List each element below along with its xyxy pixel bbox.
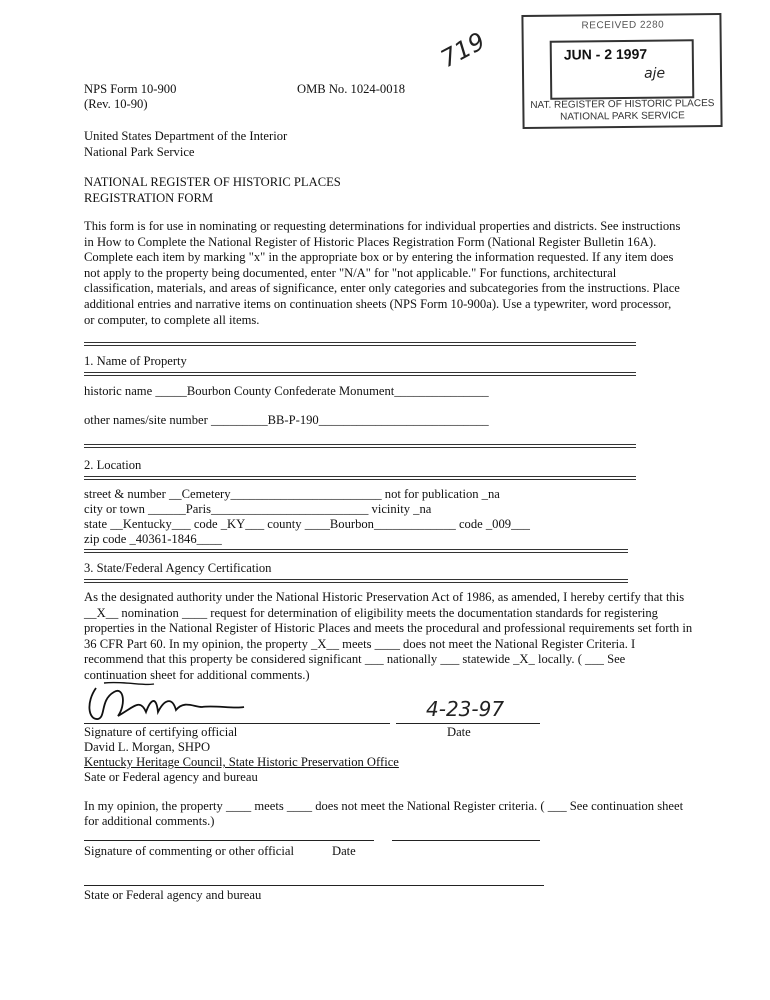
agency-label-2: State or Federal agency and bureau xyxy=(84,888,262,902)
other-names-field: other names/site number _________BB-P-190___________________________ xyxy=(84,413,489,427)
certification-line: __X__ nomination ____ request for determination of eligibility meets the documentation standards for registering xyxy=(84,605,658,620)
divider xyxy=(84,476,636,480)
form-title-1: NATIONAL REGISTER OF HISTORIC PLACES xyxy=(84,175,341,189)
divider xyxy=(84,549,628,553)
official-agency: Kentucky Heritage Council, State Historic Preservation Office xyxy=(84,755,399,769)
section3-heading: 3. State/Federal Agency Certification xyxy=(84,561,272,575)
agency-line xyxy=(84,885,544,886)
form-title-2: REGISTRATION FORM xyxy=(84,191,214,205)
commenting-date-label: Date xyxy=(332,844,356,858)
agency-label: Sate or Federal agency and bureau xyxy=(84,770,258,784)
signed-date: 4-23-97 xyxy=(426,697,505,721)
opinion-line: for additional comments.) xyxy=(84,814,215,828)
signature-line xyxy=(84,723,390,724)
form-revision: (Rev. 10-90) xyxy=(84,97,148,111)
certification-line: recommend that this property be considered significant ___ nationally ___ statewide _X_ locally. ( ___ See xyxy=(84,652,626,666)
historic-name-field: historic name _____Bourbon County Confederate Monument_______________ xyxy=(84,384,489,398)
divider xyxy=(84,342,636,346)
certification-line: continuation sheet for additional comments.) xyxy=(84,667,310,682)
signature-label: Signature of certifying official xyxy=(84,725,238,739)
state-field: state __Kentucky___ code _KY___ county ____Bourbon_____________ code _009___ xyxy=(84,517,530,531)
certification-line: As the designated authority under the National Historic Preservation Act of 1986, as amended, I hereby certify that this xyxy=(84,590,685,604)
opinion-line: In my opinion, the property ____ meets ____ does not meet the National Register criteria. ( ___ See continuation sheet xyxy=(84,799,684,813)
official-signature xyxy=(84,680,264,724)
commenting-label: Signature of commenting or other official xyxy=(84,844,294,858)
city-field: city or town ______Paris_________________________ vicinity _na xyxy=(84,502,432,516)
commenting-signature-line xyxy=(84,840,374,841)
omb-number: OMB No. 1024-0018 xyxy=(297,82,406,96)
agency: National Park Service xyxy=(84,145,195,159)
stamp-initials: aje xyxy=(643,65,666,82)
department: United States Department of the Interior xyxy=(84,129,288,143)
zip-field: zip code _40361-1846____ xyxy=(84,532,222,546)
street-field: street & number __Cemetery________________________ not for publication _na xyxy=(84,487,500,501)
commenting-date-line xyxy=(392,840,540,841)
date-line xyxy=(396,723,540,724)
stamp-received: RECEIVED 2280 xyxy=(581,19,665,32)
divider xyxy=(84,372,636,376)
date-label: Date xyxy=(447,725,471,739)
stamp-org-line2: NATIONAL PARK SERVICE xyxy=(560,110,685,123)
certification-line: 36 CFR Part 60. In my opinion, the property _X__ meets ____ does not meet the National Register Criteria. I xyxy=(84,636,636,651)
divider xyxy=(84,579,628,583)
official-name: David L. Morgan, SHPO xyxy=(84,740,211,754)
received-stamp xyxy=(521,13,722,129)
stamp-date-box xyxy=(550,39,695,100)
handwritten-number: 719 xyxy=(436,26,490,74)
stamp-org-line1: NAT. REGISTER OF HISTORIC PLACES xyxy=(530,98,715,111)
section1-heading: 1. Name of Property xyxy=(84,354,187,368)
certification-line: properties in the National Register of Historic Places and meets the procedural and professional requirements set forth in xyxy=(84,621,693,635)
section2-heading: 2. Location xyxy=(84,458,142,472)
divider xyxy=(84,444,636,448)
stamp-date: JUN - 2 1997 xyxy=(563,45,648,63)
instructions: This form is for use in nominating or requesting determinations for individual properties and districts. See instructions in How to Complete the National Register of Historic Places Registration Form (National Register Bulletin 16A). Complete each item by marking "x" in the appropriate box or by entering the information requested. If any item does not apply to the property being documented, enter "N/A" for "not applicable." For functions, architectural classification, materials, and areas of significance, enter only categories and subcategories from the instructions. Place additional entries and narrative items on continuation sheets (NPS Form 10-900a). Use a typewriter, word processor, or computer, to complete all items. xyxy=(84,219,681,327)
form-number: NPS Form 10-900 xyxy=(84,82,177,96)
